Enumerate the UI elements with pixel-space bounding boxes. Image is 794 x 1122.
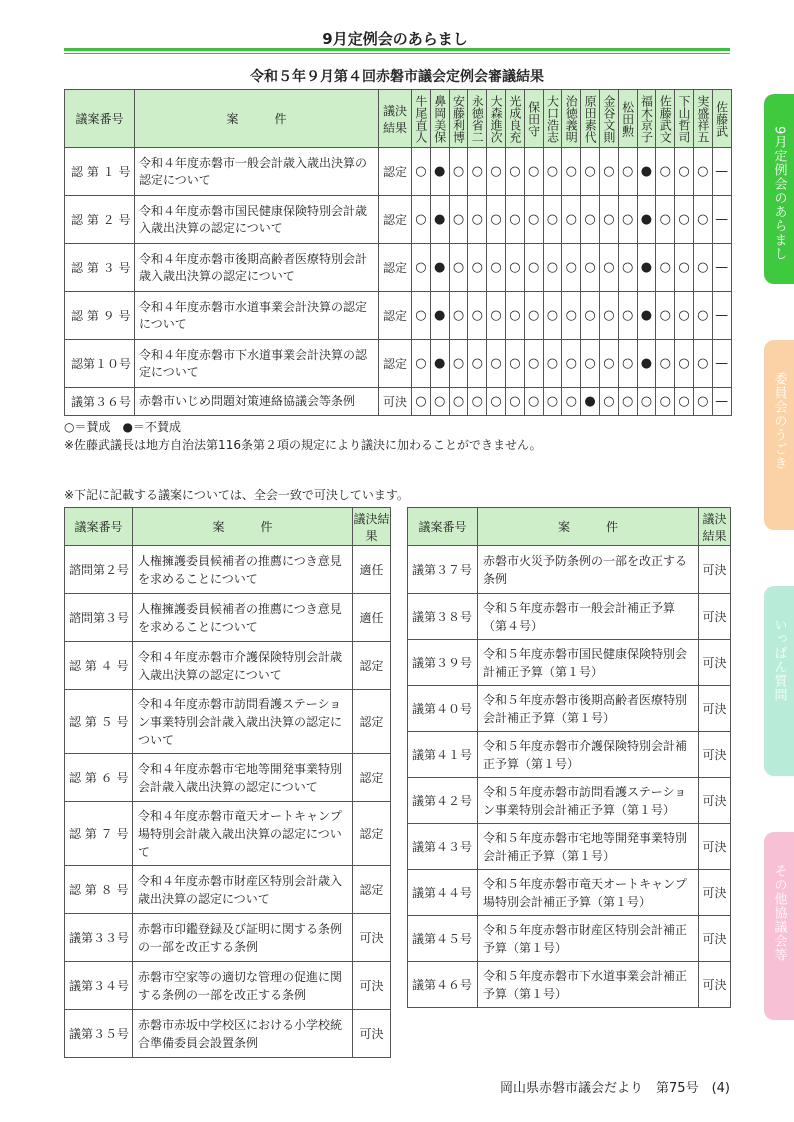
member-header <box>693 90 712 148</box>
bill-result: 認定 <box>379 340 412 388</box>
vote-mark: ○ <box>618 388 637 416</box>
vote-mark: ○ <box>468 148 487 196</box>
vote-mark: ○ <box>599 292 618 340</box>
vote-mark: ● <box>581 388 600 416</box>
vote-mark: ○ <box>412 244 431 292</box>
bill-result: 認定 <box>379 148 412 196</box>
vote-mark: ○ <box>693 388 712 416</box>
member-header <box>712 90 731 148</box>
vote-legend <box>64 418 542 454</box>
side-tab-committee[interactable] <box>764 340 794 530</box>
bill-title: 人権擁護委員候補者の推薦につき意見を求めることについて <box>133 594 353 642</box>
col-header-number: 議案番号 <box>65 90 135 148</box>
vote-mark: ○ <box>562 244 581 292</box>
bill-number: 議第４４号 <box>408 870 478 916</box>
table-row <box>65 546 391 594</box>
table-row <box>408 916 731 962</box>
vote-mark: ○ <box>449 148 468 196</box>
bill-number: 認 第 ８ 号 <box>65 866 133 914</box>
bill-number: 議第３５号 <box>65 1010 133 1058</box>
table-row <box>65 754 391 802</box>
col-header-number: 議案番号 <box>65 508 133 546</box>
bill-result: 認定 <box>353 866 391 914</box>
bill-number: 諮問第２号 <box>65 546 133 594</box>
bill-number: 議第４６号 <box>408 962 478 1008</box>
vote-mark: ○ <box>468 388 487 416</box>
vote-mark: ○ <box>581 148 600 196</box>
vote-mark: ○ <box>656 292 675 340</box>
bill-title: 令和４年度赤磐市宅地等開発事業特別会計歳入歳出決算の認定について <box>133 754 353 802</box>
table-row <box>65 594 391 642</box>
bill-number: 認 第 １ 号 <box>65 148 135 196</box>
vote-mark: ○ <box>562 340 581 388</box>
member-name: 佐藤武文 <box>658 94 673 143</box>
side-tab-label: 9月定例会のあらまし <box>771 126 787 262</box>
vote-mark: — <box>712 388 731 416</box>
member-name: 下山哲司 <box>677 94 692 143</box>
member-name: 大森進次 <box>489 94 504 143</box>
bill-title: 令和４年度赤磐市下水道事業会計決算の認定について <box>135 340 379 388</box>
member-header <box>656 90 675 148</box>
vote-mark: ● <box>430 244 449 292</box>
vote-mark: ○ <box>618 340 637 388</box>
vote-mark: ○ <box>524 148 543 196</box>
unanimous-note: ※下記に記載する議案については、全会一致で可決しています。 <box>64 488 409 502</box>
vote-mark: ○ <box>412 148 431 196</box>
side-tab-other-councils[interactable] <box>764 832 794 1020</box>
bill-number: 議第３７号 <box>408 546 478 594</box>
bill-title: 令和４年度赤磐市財産区特別会計歳入歳出決算の認定について <box>133 866 353 914</box>
table-row <box>65 1010 391 1058</box>
bill-result: 可決 <box>353 1010 391 1058</box>
vote-mark: ○ <box>543 244 562 292</box>
bill-number: 議第４０号 <box>408 686 478 732</box>
bill-number: 認 第 ４ 号 <box>65 642 133 690</box>
bill-result: 可決 <box>353 962 391 1010</box>
bill-title: 令和５年度赤磐市宅地等開発事業特別会計補正予算（第１号） <box>478 824 699 870</box>
member-name: 永徳省二 <box>470 94 485 143</box>
member-name: 福木京子 <box>639 94 654 143</box>
vote-mark: ○ <box>449 340 468 388</box>
vote-mark: ○ <box>449 244 468 292</box>
unanimous-table-right <box>407 507 731 1008</box>
vote-mark: ○ <box>412 340 431 388</box>
vote-mark: — <box>712 148 731 196</box>
col-header-number: 議案番号 <box>408 508 478 546</box>
bill-number: 認 第 ７ 号 <box>65 802 133 866</box>
member-name: 保田守 <box>526 100 541 137</box>
bill-title: 令和５年度赤磐市竜天オートキャンプ場特別会計補正予算（第１号） <box>478 870 699 916</box>
member-name: 牛尾直人 <box>413 94 428 143</box>
bill-result: 可決 <box>379 388 412 416</box>
vote-mark: ○ <box>675 196 694 244</box>
member-name: 光成良充 <box>507 94 522 143</box>
col-header-result: 議決結果 <box>699 508 731 546</box>
vote-mark: ● <box>637 148 656 196</box>
member-header <box>449 90 468 148</box>
bill-number: 諮問第３号 <box>65 594 133 642</box>
vote-mark: ○ <box>505 244 524 292</box>
vote-mark: ○ <box>693 292 712 340</box>
vote-mark: ○ <box>693 340 712 388</box>
vote-mark: ○ <box>468 244 487 292</box>
bill-number: 議第３８号 <box>408 594 478 640</box>
table-row <box>65 292 732 340</box>
bill-title: 令和５年度赤磐市財産区特別会計補正予算（第１号） <box>478 916 699 962</box>
bill-number: 議第３４号 <box>65 962 133 1010</box>
bill-number: 議第３６号 <box>65 388 135 416</box>
vote-mark: — <box>712 244 731 292</box>
table-row <box>65 914 391 962</box>
bill-number: 認第１０号 <box>65 340 135 388</box>
member-header <box>543 90 562 148</box>
table-row <box>65 148 732 196</box>
vote-mark: ○ <box>487 196 506 244</box>
vote-mark: ○ <box>412 388 431 416</box>
table-row <box>408 778 731 824</box>
vote-mark: ○ <box>449 388 468 416</box>
vote-mark: ○ <box>487 148 506 196</box>
vote-mark: ○ <box>581 340 600 388</box>
member-header <box>637 90 656 148</box>
vote-mark: ○ <box>430 388 449 416</box>
col-header-title: 案 件 <box>133 508 353 546</box>
vote-mark: ○ <box>487 244 506 292</box>
table-row <box>65 196 732 244</box>
vote-mark: — <box>712 196 731 244</box>
table-row <box>65 962 391 1010</box>
vote-mark: ○ <box>675 340 694 388</box>
results-title: 令和５年９月第４回赤磐市議会定例会審議結果 <box>250 69 544 85</box>
vote-mark: ○ <box>543 388 562 416</box>
vote-mark: ○ <box>412 292 431 340</box>
vote-mark: ○ <box>505 340 524 388</box>
bill-result: 認定 <box>379 244 412 292</box>
member-header <box>599 90 618 148</box>
bill-number: 議第４１号 <box>408 732 478 778</box>
bill-result: 認定 <box>353 642 391 690</box>
vote-mark: ○ <box>543 148 562 196</box>
table-row <box>65 244 732 292</box>
bill-number: 議第４２号 <box>408 778 478 824</box>
header-rule <box>64 48 730 51</box>
table-row <box>65 388 732 416</box>
page-section-title: 9月定例会のあらまし <box>322 30 468 48</box>
bill-title: 令和４年度赤磐市訪問看護ステーション事業特別会計歳入歳出決算の認定について <box>133 690 353 754</box>
bill-number: 認 第 ５ 号 <box>65 690 133 754</box>
table-row <box>408 640 731 686</box>
member-header <box>505 90 524 148</box>
vote-mark: ○ <box>524 196 543 244</box>
vote-mark: ○ <box>637 388 656 416</box>
header-rule-thin <box>64 53 730 54</box>
bill-result: 認定 <box>379 292 412 340</box>
bill-result: 認定 <box>353 754 391 802</box>
vote-mark: ○ <box>505 148 524 196</box>
vote-mark: ○ <box>543 340 562 388</box>
bill-title: 令和４年度赤磐市介護保険特別会計歳入歳出決算の認定について <box>133 642 353 690</box>
member-name: 治徳義明 <box>564 94 579 143</box>
table-row <box>65 340 732 388</box>
vote-mark: ● <box>430 292 449 340</box>
side-tab-label: いっぱん質問 <box>771 618 787 702</box>
bill-number: 議第３９号 <box>408 640 478 686</box>
col-header-result: 議決結果 <box>353 508 391 546</box>
member-header <box>468 90 487 148</box>
bill-result: 可決 <box>353 914 391 962</box>
vote-mark: — <box>712 340 731 388</box>
vote-mark: ○ <box>487 388 506 416</box>
member-name: 安藤利博 <box>451 94 466 143</box>
vote-mark: ○ <box>618 244 637 292</box>
table-row <box>65 802 391 866</box>
bill-title: 令和４年度赤磐市竜天オートキャンプ場特別会計歳入歳出決算の認定について <box>133 802 353 866</box>
table-row <box>408 594 731 640</box>
vote-mark: ○ <box>562 196 581 244</box>
bill-title: 赤磐市火災予防条例の一部を改正する条例 <box>478 546 699 594</box>
bill-number: 議第３３号 <box>65 914 133 962</box>
side-tab-general-questions[interactable] <box>764 586 794 776</box>
vote-mark: ○ <box>468 196 487 244</box>
vote-mark: ○ <box>468 292 487 340</box>
bill-result: 可決 <box>699 732 731 778</box>
vote-mark: ○ <box>524 244 543 292</box>
table-row <box>408 546 731 594</box>
vote-mark: ● <box>637 196 656 244</box>
vote-mark: ○ <box>693 196 712 244</box>
bill-result: 可決 <box>699 778 731 824</box>
vote-mark: ○ <box>599 148 618 196</box>
vote-mark: ○ <box>656 340 675 388</box>
vote-mark: ○ <box>487 292 506 340</box>
bill-result: 可決 <box>699 686 731 732</box>
bill-title: 人権擁護委員候補者の推薦につき意見を求めることについて <box>133 546 353 594</box>
vote-mark: ● <box>637 244 656 292</box>
member-name: 原田素代 <box>583 94 598 143</box>
table-row <box>408 824 731 870</box>
table-row <box>65 690 391 754</box>
vote-mark: ○ <box>675 148 694 196</box>
member-header <box>412 90 431 148</box>
member-header <box>430 90 449 148</box>
side-tab-september-session[interactable] <box>764 94 794 284</box>
legend-chair-note: ※佐藤武議長は地方自治法第116条第２項の規定により議決に加わることができません。 <box>64 438 542 452</box>
member-header <box>618 90 637 148</box>
vote-mark: ○ <box>543 196 562 244</box>
member-header <box>675 90 694 148</box>
bill-number: 議第４３号 <box>408 824 478 870</box>
vote-mark: ○ <box>449 292 468 340</box>
member-name: 松田勲 <box>620 100 635 137</box>
vote-mark: ○ <box>562 148 581 196</box>
vote-mark: ○ <box>412 196 431 244</box>
table-row <box>408 686 731 732</box>
vote-mark: ● <box>637 292 656 340</box>
bill-title: 赤磐市赤坂中学校区における小学校統合準備委員会設置条例 <box>133 1010 353 1058</box>
bill-result: 可決 <box>699 916 731 962</box>
vote-mark: ○ <box>581 196 600 244</box>
unanimous-table-left <box>64 507 391 1058</box>
vote-mark: ○ <box>693 244 712 292</box>
vote-mark: ○ <box>581 292 600 340</box>
table-row <box>65 642 391 690</box>
vote-mark: ○ <box>543 292 562 340</box>
vote-mark: ○ <box>675 388 694 416</box>
vote-mark: ○ <box>675 292 694 340</box>
vote-mark: ○ <box>599 340 618 388</box>
vote-mark: ○ <box>524 340 543 388</box>
vote-mark: ○ <box>599 196 618 244</box>
vote-mark: ○ <box>656 244 675 292</box>
vote-mark: ○ <box>693 148 712 196</box>
bill-title: 令和５年度赤磐市後期高齢者医療特別会計補正予算（第１号） <box>478 686 699 732</box>
vote-mark: ○ <box>562 292 581 340</box>
vote-mark: ○ <box>656 388 675 416</box>
table-row <box>408 732 731 778</box>
member-name: 大口浩志 <box>545 94 560 143</box>
vote-mark: ○ <box>618 148 637 196</box>
vote-mark: ○ <box>524 388 543 416</box>
vote-mark: ○ <box>599 388 618 416</box>
bill-number: 認 第 ２ 号 <box>65 196 135 244</box>
bill-result: 可決 <box>699 640 731 686</box>
bill-number: 認 第 ９ 号 <box>65 292 135 340</box>
vote-mark: ○ <box>618 196 637 244</box>
bill-result: 適任 <box>353 594 391 642</box>
bill-title: 赤磐市印鑑登録及び証明に関する条例の一部を改正する条例 <box>133 914 353 962</box>
vote-mark: ○ <box>468 340 487 388</box>
vote-mark: ○ <box>599 244 618 292</box>
vote-mark: — <box>712 292 731 340</box>
table-row <box>65 866 391 914</box>
vote-mark: ○ <box>618 292 637 340</box>
vote-mark: ○ <box>656 196 675 244</box>
col-header-title: 案 件 <box>135 90 379 148</box>
bill-result: 可決 <box>699 546 731 594</box>
vote-mark: ○ <box>524 292 543 340</box>
vote-mark: ● <box>430 196 449 244</box>
page-footer: 岡山県赤磐市議会だより 第75号 (4) <box>500 1081 730 1096</box>
member-name: 金谷文則 <box>601 94 616 143</box>
member-header <box>581 90 600 148</box>
bill-result: 認定 <box>353 690 391 754</box>
bill-number: 認 第 ６ 号 <box>65 754 133 802</box>
vote-mark: ○ <box>505 388 524 416</box>
vote-mark: ● <box>430 340 449 388</box>
table-row <box>408 870 731 916</box>
voting-results-table <box>64 89 732 416</box>
bill-number: 認 第 ３ 号 <box>65 244 135 292</box>
member-header <box>487 90 506 148</box>
side-tab-label: その他協議会等 <box>771 864 787 962</box>
legend-symbols: ○＝賛成 ●＝不賛成 <box>64 420 181 434</box>
bill-title: 令和４年度赤磐市水道事業会計決算の認定について <box>135 292 379 340</box>
bill-result: 認定 <box>379 196 412 244</box>
bill-title: 令和４年度赤磐市一般会計歳入歳出決算の認定について <box>135 148 379 196</box>
table-row <box>408 962 731 1008</box>
bill-result: 認定 <box>353 802 391 866</box>
bill-title: 赤磐市空家等の適切な管理の促進に関する条例の一部を改正する条例 <box>133 962 353 1010</box>
member-name: 実盛祥五 <box>695 94 710 143</box>
vote-mark: ● <box>430 148 449 196</box>
bill-result: 可決 <box>699 870 731 916</box>
col-header-title: 案 件 <box>478 508 699 546</box>
bill-result: 可決 <box>699 962 731 1008</box>
bill-title: 令和５年度赤磐市国民健康保険特別会計補正予算（第１号） <box>478 640 699 686</box>
vote-mark: ○ <box>656 148 675 196</box>
member-header <box>562 90 581 148</box>
bill-title: 令和５年度赤磐市訪問看護ステーション事業特別会計補正予算（第１号） <box>478 778 699 824</box>
bill-title: 令和４年度赤磐市後期高齢者医療特別会計歳入歳出決算の認定について <box>135 244 379 292</box>
bill-title: 令和４年度赤磐市国民健康保険特別会計歳入歳出決算の認定について <box>135 196 379 244</box>
bill-title: 令和５年度赤磐市介護保険特別会計補正予算（第１号） <box>478 732 699 778</box>
vote-mark: ○ <box>675 244 694 292</box>
member-header <box>524 90 543 148</box>
bill-title: 赤磐市いじめ問題対策連絡協議会等条例 <box>135 388 379 416</box>
bill-result: 可決 <box>699 824 731 870</box>
vote-mark: ○ <box>449 196 468 244</box>
vote-mark: ○ <box>487 340 506 388</box>
member-name: 鼻岡美保 <box>432 94 447 143</box>
col-header-result: 議決結果 <box>379 90 412 148</box>
vote-mark: ○ <box>581 244 600 292</box>
bill-title: 令和５年度赤磐市一般会計補正予算（第４号） <box>478 594 699 640</box>
vote-mark: ○ <box>505 292 524 340</box>
vote-mark: ○ <box>505 196 524 244</box>
bill-result: 適任 <box>353 546 391 594</box>
vote-mark: ○ <box>562 388 581 416</box>
member-name: 佐藤武 <box>714 100 729 137</box>
bill-number: 議第４５号 <box>408 916 478 962</box>
vote-mark: ● <box>637 340 656 388</box>
bill-result: 可決 <box>699 594 731 640</box>
bill-title: 令和５年度赤磐市下水道事業会計補正予算（第１号） <box>478 962 699 1008</box>
side-tab-label: 委員会のうごき <box>771 372 787 470</box>
